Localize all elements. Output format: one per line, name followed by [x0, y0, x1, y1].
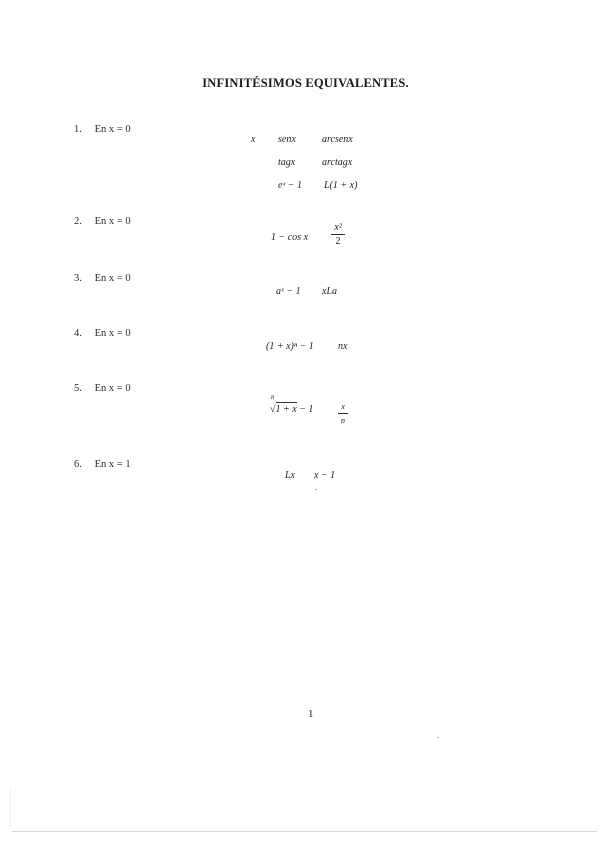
item-1-label — [74, 124, 131, 135]
eq1-x: x — [251, 134, 256, 145]
eq6-x-minus-1: x − 1 — [314, 470, 336, 481]
eq5-minus-one: − 1 — [299, 404, 314, 415]
item-number: 6. — [74, 459, 82, 470]
eq2-denominator: 2 — [335, 236, 341, 247]
eq5-radicand: 1 + x — [275, 404, 297, 415]
radical-sign: √ — [270, 404, 276, 415]
eq1-tagx: tagx — [278, 157, 296, 168]
item-number: 2. — [74, 216, 82, 227]
eq4-nx: nx — [338, 341, 348, 352]
eq1-exp-minus-1: eˣ − 1 — [278, 180, 303, 191]
item-number: 1. — [74, 124, 82, 135]
eq4-binomial-minus-1: (1 + x)ⁿ − 1 — [266, 341, 314, 352]
item-3-label — [74, 273, 131, 284]
eq3-exp-a-minus-1: aˣ − 1 — [276, 286, 301, 297]
item-condition: En x = 0 — [94, 273, 131, 284]
item-condition: En x = 0 — [94, 124, 131, 135]
eq1-log-1-plus-x: L(1 + x) — [324, 180, 358, 191]
item-condition: En x = 0 — [94, 328, 131, 339]
fraction-bar — [338, 413, 348, 414]
eq6-log-x: Lx — [285, 470, 295, 481]
eq5-root-minus-1 — [270, 404, 313, 415]
eq2-fraction — [331, 222, 345, 247]
scan-speck — [315, 489, 317, 490]
scan-edge-line — [10, 788, 11, 828]
page-title: INFINITÉSIMOS EQUIVALENTES. — [202, 76, 409, 90]
item-6-label — [74, 459, 131, 470]
item-4-label — [74, 328, 131, 339]
item-number: 5. — [74, 383, 82, 394]
item-number: 3. — [74, 273, 82, 284]
fraction-bar — [331, 234, 345, 235]
eq5-root-index: n — [271, 393, 275, 401]
eq1-senx: senx — [278, 134, 296, 145]
eq5-numerator: x — [341, 402, 345, 411]
eq2-one-minus-cos: 1 − cos x — [271, 232, 309, 243]
eq2-numerator: x² — [334, 222, 342, 233]
eq1-arcsenx: arcsenx — [322, 134, 353, 145]
eq5-denominator: n — [341, 416, 345, 425]
item-5-label — [74, 383, 131, 394]
eq3-x-log-a: xLa — [322, 286, 337, 297]
eq1-arctagx: arctagx — [322, 157, 353, 168]
scan-speck — [437, 737, 439, 738]
scan-edge-line — [12, 831, 597, 832]
item-condition: En x = 1 — [94, 459, 131, 470]
item-number: 4. — [74, 328, 82, 339]
item-2-label — [74, 216, 131, 227]
item-condition: En x = 0 — [94, 216, 131, 227]
page-number: 1 — [308, 708, 314, 720]
item-condition: En x = 0 — [94, 383, 131, 394]
eq5-fraction — [338, 401, 348, 426]
